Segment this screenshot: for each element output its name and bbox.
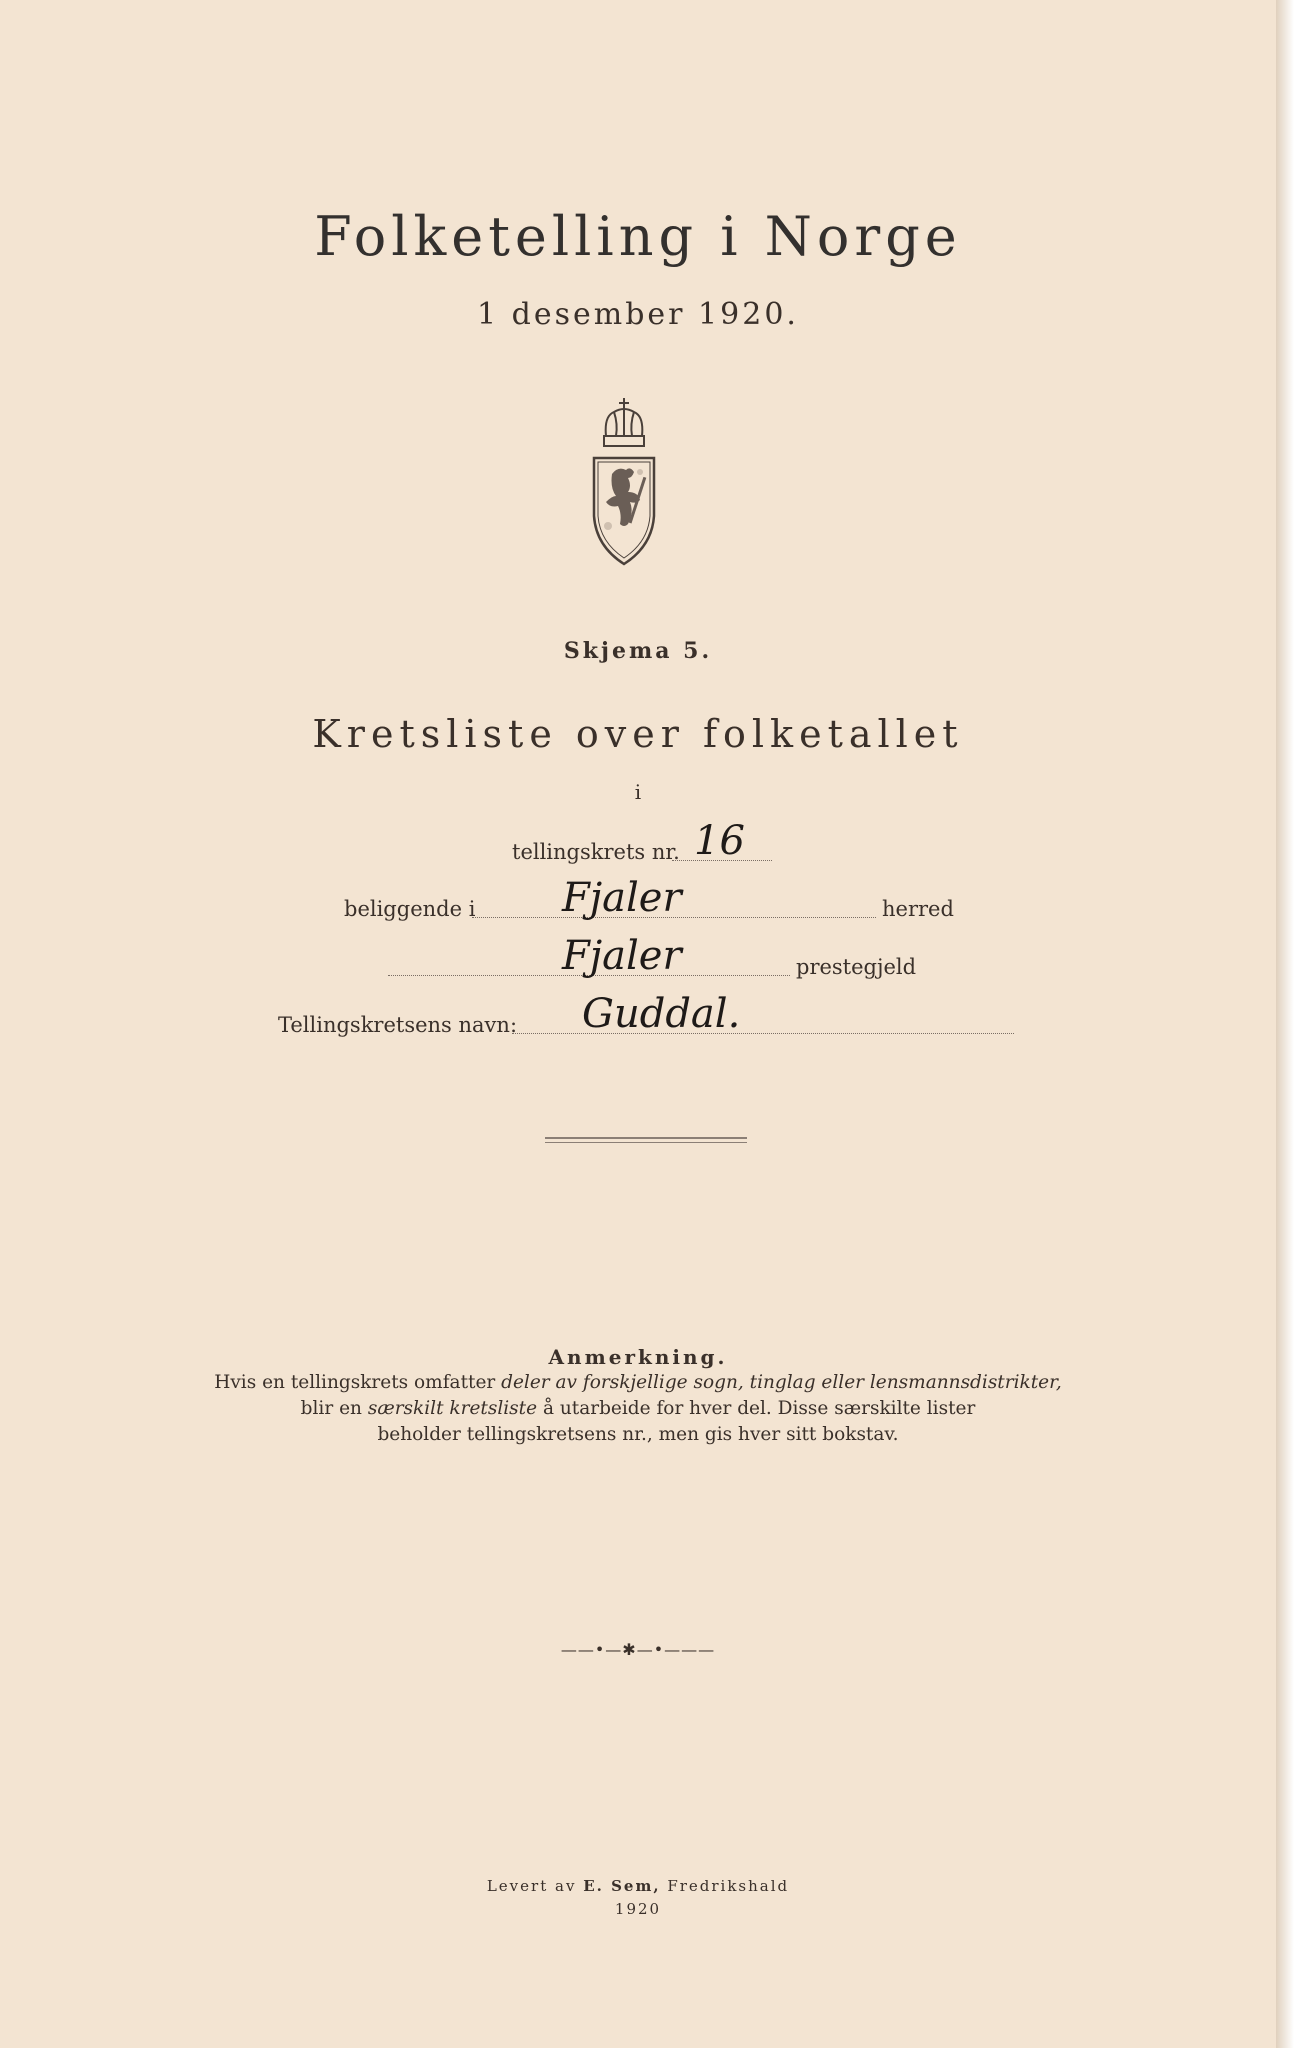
krets-number-value: 16 [694, 818, 745, 864]
krets-name-label: Tellingskretsens navn: [278, 1013, 518, 1037]
prestegjeld-label: prestegjeld [796, 955, 917, 979]
schema-number: Skjema 5. [563, 638, 713, 664]
printer-year: 1920 [614, 1900, 662, 1918]
prestegjeld-value: Fjaler [562, 933, 682, 979]
herred-value: Fjaler [562, 875, 682, 921]
document-title: Folketelling i Norge [314, 205, 962, 268]
note-line-2-text-b: å utarbeide for hver del. Disse særskilte lister [537, 1398, 976, 1419]
printer-prefix: Levert av [486, 1877, 584, 1895]
note-line-3: beholder tellingskretsens nr., men gis hver sitt bokstav. [377, 1424, 899, 1445]
connector-text: i [634, 780, 642, 804]
printer-place: Fredrikshald [660, 1877, 790, 1895]
note-line-2-emphasis: særskilt kretsliste [367, 1398, 538, 1419]
krets-name-value: Guddal. [582, 991, 741, 1037]
page-edge [1276, 0, 1294, 2048]
note-line-2-text-a: blir en [300, 1398, 368, 1419]
krets-number-label: tellingskrets nr. [512, 840, 680, 864]
note-line-1-text: Hvis en tellingskrets omfatter [214, 1372, 502, 1393]
note-line-1 [0, 1370, 1276, 1396]
divider-rule-top [545, 1137, 747, 1139]
note-line-2 [0, 1396, 1276, 1422]
document-date: 1 desember 1920. [477, 297, 799, 332]
printer-credit [0, 1877, 1276, 1895]
printer-name: E. Sem, [583, 1877, 661, 1895]
form-heading: Kretsliste over folketallet [312, 712, 964, 756]
note-title: Anmerkning. [548, 1345, 728, 1369]
ornament-divider: ——•—✱—•——— [560, 1640, 716, 1659]
coat-of-arms-icon [592, 396, 656, 568]
herred-label: herred [882, 897, 954, 921]
divider-rule-bottom [545, 1142, 747, 1143]
beliggende-label: beliggende i [344, 897, 476, 921]
note-line-1-emphasis: deler av forskjellige sogn, tinglag eller lensmannsdistrikter, [501, 1372, 1062, 1393]
